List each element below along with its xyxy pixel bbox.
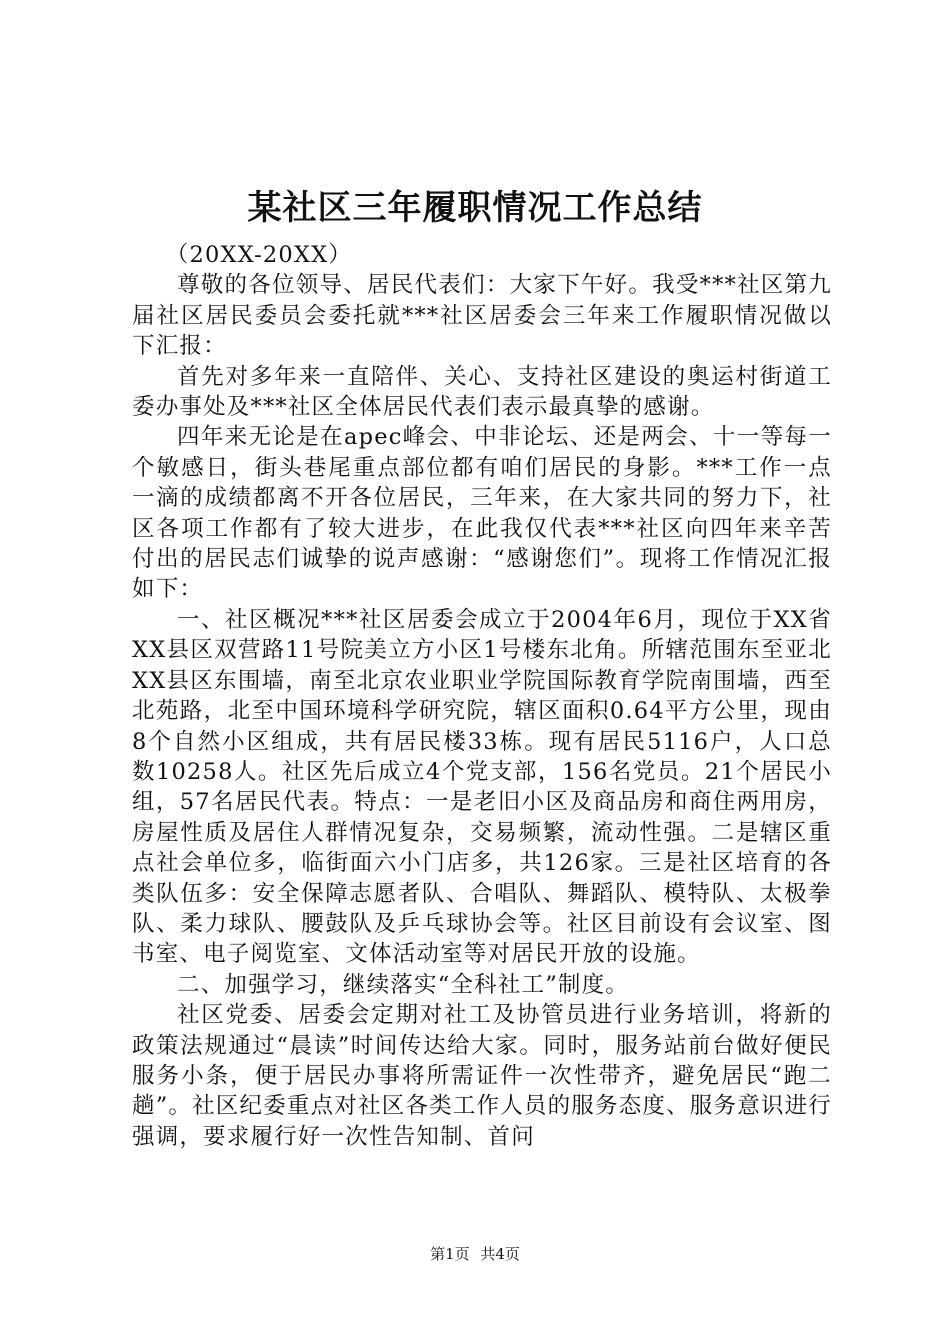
- paragraph-greeting: 尊敬的各位领导、居民代表们：大家下午好。我受***社区第九届社区居民委员会委托就***社区居委会三年来工作履职情况做以下汇报：: [132, 272, 832, 360]
- page-total: 共4页: [480, 1245, 520, 1263]
- document-title: 某社区三年履职情况工作总结: [247, 188, 703, 228]
- paragraph-section-1: 一、社区概况***社区居委会成立于2004年6月，现位于XX省XX县区双营路11号院美立方小区1号楼东北角。所辖范围东至亚北XX县区东围墙，南至北京农业职业学院国际教育学院南围墙，西至北苑路，北至中国环境科学研究院，辖区面积0.64平方公里，现由8个自然小区组成，共有居民楼33栋。现有居民5116户，人口总数10258人。社区先后成立4个党支部，156名党员。21个居民小组，57名居民代表。特点：一是老旧小区及商品房和商住两用房，房屋性质及居住人群情况复杂，交易频繁，流动性强。二是辖区重点社会单位多，临街面六小门店多，共126家。三是社区培育的各类队伍多：安全保障志愿者队、合唱队、舞蹈队、模特队、太极拳队、柔力球队、腰鼓队及乒乓球协会等。社区目前设有会议室、图书室、电子阅览室、文体活动室等对居民开放的设施。: [132, 606, 832, 968]
- date-range: （20XX-20XX）: [165, 242, 353, 268]
- paragraph-section-2-heading: 二、加强学习，继续落实“全科社工”制度。: [177, 971, 630, 998]
- paragraph-section-2-body: 社区党委、居委会定期对社工及协管员进行业务培训，将新的政策法规通过“晨读”时间传达给大家。同时，服务站前台做好便民服务小条，便于居民办事将所需证件一次性带齐，避免居民“跑二趟”。社区纪委重点对社区各类工作人员的服务态度、服务意识进行强调，要求履行好一次性告知制、首问: [132, 1002, 833, 1150]
- page-footer: [0, 1244, 950, 1264]
- page-number: 第1页: [430, 1245, 470, 1263]
- paragraph-thanks: 首先对多年来一直陪伴、关心、支持社区建设的奥运村街道工委办事处及***社区全体居民代表们表示最真挚的感谢。: [132, 363, 832, 421]
- document-body: [132, 240, 832, 1152]
- paragraph-overview: 四年来无论是在apec峰会、中非论坛、还是两会、十一等每一个敏感日，街头巷尾重点部位都有咱们居民的身影。***工作一点一滴的成绩都离不开各位居民，三年来，在大家共同的努力下，社区各项工作都有了较大进步，在此我仅代表***社区向四年来辛苦付出的居民志们诚挚的说声感谢：“感谢您们”。现将工作情况汇报如下：: [132, 424, 832, 603]
